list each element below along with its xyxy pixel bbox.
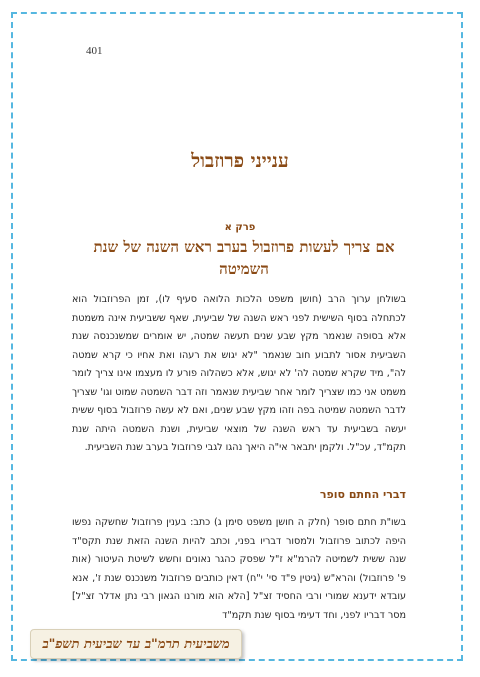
chapter-label: פרק א	[224, 222, 256, 233]
body-paragraph-2: בשו"ת חתם סופר (חלק ה חושן משפט סימן ג) כתב: בענין פרוזבול שחשקה נפשו היפה לכתוב פרוזבול ולמסור דבריו בפני, וכתב להיות השנה הזאת שנת תקס"ד שנה ששית לשמיטה להרמ"א ז"ל שפסק כהגר נאונים וחשש לשיטת העיטור (אות פ' פרוזבול) והרא"ש (גיטין פ"ד סי' י"ח) דאין כותבים פרוזבול משנכנס שנת ז', אנא עובדא ידענא שמורי ורבי החסיד זצ"ל [הלא הוא מורנו הגאון רבי נתן אדלר זצ"ל] מסר דבריו לפני, וחד דעימי בסוף שנת תקמ"ד	[72, 517, 406, 621]
footer-banner	[30, 629, 242, 659]
footer-banner-text: משביעית תרמ"ב עד שביעית תשפ"ב	[42, 637, 230, 652]
body-paragraph-1: בשולחן ערוך הרב (חושן משפט הלכות הלואה סעיף לו), זמן הפרוזבול הוא לכתחלה בסוף השישית לפני ראש השנה של שביעית, שאף ששביעית אינה משמטת אלא בסופה שנאמר מקץ שבע שנים תעשה שמטה, יש אומרים שמשנכנסה שנת השביעית אסור לתבוע חוב שנאמר "לא יגוש את רעהו ואת אחיו כי קרא שמטה לה", מיד שקרא שמטה לה' לא יגוש, אלא כשהלוה פורע לו מעצמו אינו צריך לומר משמט אני כמו שצריך לומר אחר שביעית שנאמר וזה דבר השמטה שמוט וגו' שצריך לדבר השמטה שמיטה בפה וזהו מקץ שבע שנים, ואם לא עשה פרוזבול בסוף ששית יעשה בשביעית עד ראש השנה של מוצאי שביעית, ושנת השמטה היתה שנת תקמ"ד, עכ"ל. ולקמן יתבאר אי"ה היאך נהגו לגבי פרוזבול בערב שנת השביעית.	[72, 294, 406, 453]
chapter-title: אם צריך לעשות פרוזבול בערב ראש השנה של שנת השמיטה	[93, 238, 395, 278]
page-number: 401	[86, 45, 103, 57]
section-heading: דברי החתם סופר	[319, 488, 406, 501]
book-title: ענייני פרוזבול	[191, 150, 289, 172]
